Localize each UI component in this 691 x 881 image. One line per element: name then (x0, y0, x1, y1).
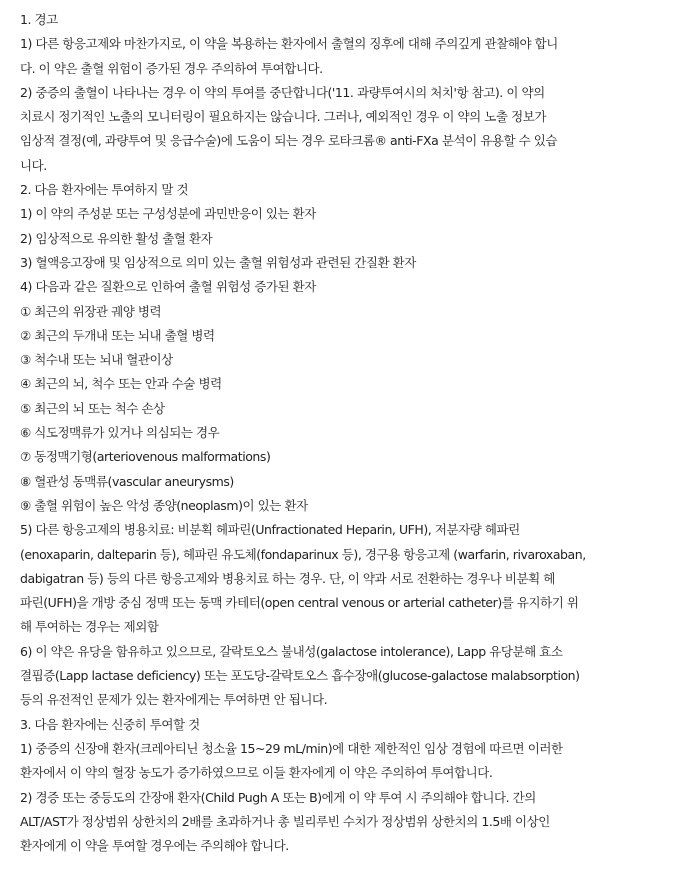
text-line: 니다. (20, 157, 47, 173)
text-line: 1) 중증의 신장애 환자(크레아티닌 청소율 15~29 mL/min)에 대한 제한적인 임상 경험에 따르면 이러한 (20, 740, 563, 756)
text-line: ⑧ 혈관성 동맥류(vascular aneurysms) (20, 473, 234, 489)
text-line: ⑤ 최근의 뇌 또는 척수 손상 (20, 400, 165, 416)
text-line: 6) 이 약은 유당을 함유하고 있으므로, 갈락토오스 불내성(galactose intolerance), Lapp 유당분해 효소 (20, 643, 563, 659)
text-line: 결핍증(Lapp lactase deficiency) 또는 포도당-갈락토오스 흡수장애(glucose-galactose malabsorption) (20, 668, 580, 684)
text-line: 5) 다른 항응고제의 병용치료: 비분획 헤파린(Unfractionated Heparin, UFH), 저분자량 헤파린 (20, 522, 520, 538)
text-line: (enoxaparin, dalteparin 등), 헤파린 유도체(fondaparinux 등), 경구용 항응고제 (warfarin, rivaroxaban, (20, 546, 586, 562)
text-line: ③ 척수내 또는 뇌내 혈관이상 (20, 352, 173, 368)
section-heading: 2. 다음 환자에는 투여하지 말 것 (20, 182, 189, 198)
text-line: 2) 중증의 출혈이 나타나는 경우 이 약의 투여를 중단합니다('11. 과량투여시의 처치'항 참고). 이 약의 (20, 84, 545, 100)
text-line: 치료시 정기적인 노출의 모니터링이 필요하지는 않습니다. 그러나, 예외적인 경우 이 약의 노출 정보가 (20, 109, 546, 125)
text-line: 환자에서 이 약의 혈장 농도가 증가하였으므로 이들 환자에게 이 약은 주의하여 투여합니다. (20, 765, 493, 781)
text-line: 임상적 결정(예, 과량투여 및 응급수술)에 도움이 되는 경우 로타크롬® anti-FXa 분석이 유용할 수 있습 (20, 133, 558, 149)
text-line: 다. 이 약은 출혈 위험이 증가된 경우 주의하여 투여합니다. (20, 60, 323, 76)
text-line: 2) 임상적으로 유의한 활성 출혈 환자 (20, 230, 213, 246)
text-line: dabigatran 등) 등의 다른 항응고제와 병용치료 하는 경우. 단, 이 약과 서로 전환하는 경우나 비분획 헤 (20, 570, 555, 586)
text-line: ① 최근의 위장관 궤양 병력 (20, 303, 162, 319)
text-line: 4) 다음과 같은 질환으로 인하여 출혈 위험성 증가된 환자 (20, 279, 316, 295)
text-line: 해 투여하는 경우는 제외함 (20, 619, 159, 635)
text-line: 2) 경증 또는 중등도의 간장애 환자(Child Pugh A 또는 B)에게 이 약 투여 시 주의해야 합니다. 간의 (20, 789, 536, 805)
text-line: 1) 다른 항응고제와 마찬가지로, 이 약을 복용하는 환자에서 출혈의 징후에 대해 주의깊게 관찰해야 합니 (20, 36, 558, 52)
text-line: ⑨ 출혈 위험이 높은 악성 종양(neoplasm)이 있는 환자 (20, 497, 308, 513)
text-line: 3) 혈액응고장애 및 임상적으로 의미 있는 출혈 위험성과 관련된 간질환 환자 (20, 254, 416, 270)
text-line: ⑥ 식도정맥류가 있거나 의심되는 경우 (20, 425, 220, 441)
text-line: ⑦ 동정맥기형(arteriovenous malformations) (20, 449, 271, 465)
text-line: 파린(UFH)을 개방 중심 정맥 또는 동맥 카테터(open central venous or arterial catheter)를 유지하기 위 (20, 595, 579, 611)
text-line: ALT/AST가 정상범위 상한치의 2배를 초과하거나 총 빌리루빈 수치가 정상범위 상한치의 1.5배 이상인 (20, 813, 550, 829)
section-heading: 1. 경고 (20, 12, 58, 27)
text-line: 환자에게 이 약을 투여할 경우에는 주의해야 합니다. (20, 838, 289, 854)
text-line: 1) 이 약의 주성분 또는 구성성분에 과민반응이 있는 환자 (20, 206, 316, 222)
text-line: 등의 유전적인 문제가 있는 환자에게는 투여하면 안 됩니다. (20, 692, 328, 708)
text-line: ② 최근의 두개내 또는 뇌내 출혈 병력 (20, 327, 215, 343)
text-line: ④ 최근의 뇌, 척수 또는 안과 수술 병력 (20, 376, 222, 392)
section-heading: 3. 다음 환자에는 신중히 투여할 것 (20, 716, 200, 732)
